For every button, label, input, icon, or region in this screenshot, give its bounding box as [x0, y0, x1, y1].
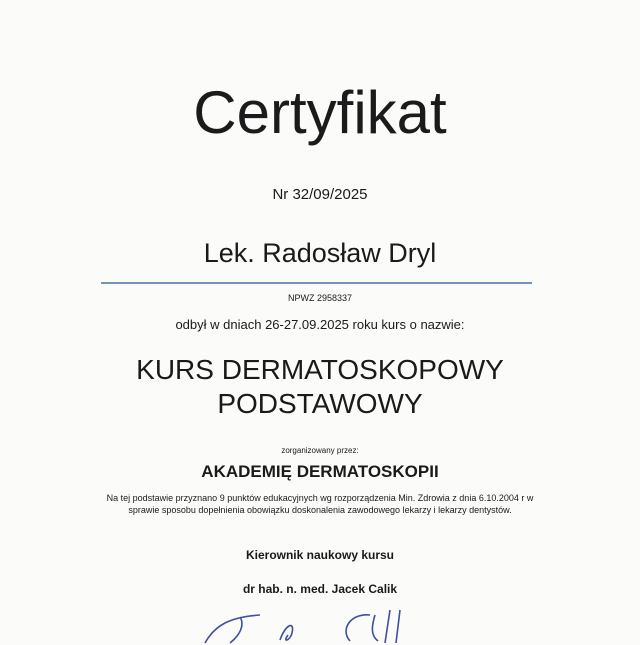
divider-line — [101, 282, 532, 284]
course-name-line2: PODSTAWOWY — [217, 388, 423, 419]
organized-by-label: zorganizowany przez: — [281, 446, 359, 455]
director-name: dr hab. n. med. Jacek Calik — [242, 582, 398, 596]
points-note-line1: Na tej podstawie przyznano 9 punktów edukacyjnych wg rozporządzenia Min. Zdrowia z dnia 6.10.2004 r w — [106, 493, 534, 503]
signature — [200, 605, 440, 645]
attendance-text: odbył w dniach 26-27.09.2025 roku kurs o nazwie: — [175, 317, 465, 332]
recipient-name: Lek. Radosław Dryl — [203, 238, 437, 268]
npwz-number: NPWZ 2958337 — [287, 293, 353, 303]
certificate-number: Nr 32/09/2025 — [272, 186, 368, 203]
points-note-line2: sprawie sposobu dopełnienia obowiązku doskonalenia zawodowego lekarzy i lekarzy dentystów. — [128, 505, 512, 515]
director-label: Kierownik naukowy kursu — [245, 548, 395, 562]
organizer-name: AKADEMIĘ DERMATOSKOPII — [201, 462, 439, 481]
certificate-title: Certyfikat — [193, 79, 447, 146]
course-name-line1: KURS DERMATOSKOPOWY — [136, 354, 504, 385]
